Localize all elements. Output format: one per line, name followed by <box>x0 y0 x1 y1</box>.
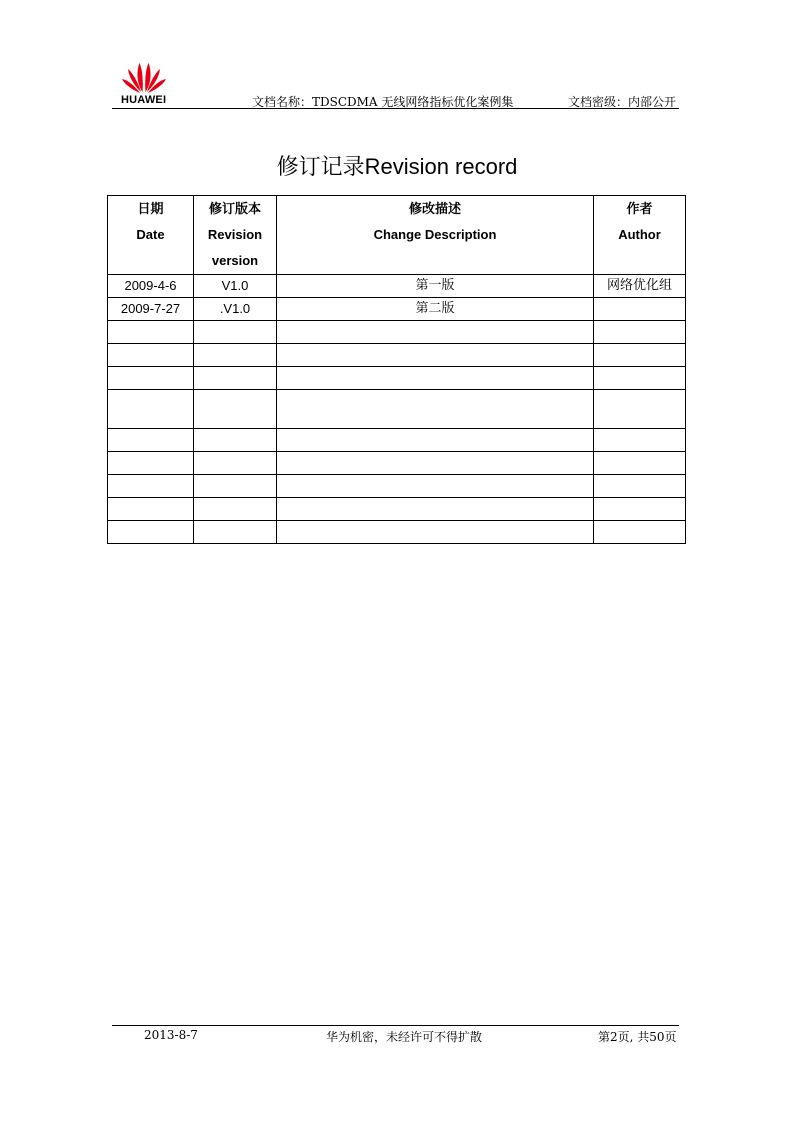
document-name: 文档名称：TDSCDMA 无线网络指标优化案例集 <box>252 95 514 109</box>
cell-version <box>194 367 277 390</box>
cell-author <box>594 475 686 498</box>
cell-description <box>277 344 594 367</box>
cell-date <box>108 475 194 498</box>
header-en: Change Description <box>373 227 497 242</box>
cell-date <box>108 390 194 429</box>
column-header-author <box>594 196 686 275</box>
footer-date: 2013-8-7 <box>144 1028 198 1042</box>
page-header <box>0 0 794 115</box>
cell-description <box>277 321 594 344</box>
header-cn: 作者 <box>626 201 653 216</box>
table-row <box>108 344 686 367</box>
column-header-description <box>277 196 594 275</box>
cell-version <box>194 321 277 344</box>
table-row <box>108 367 686 390</box>
table-row <box>108 390 686 429</box>
cell-version <box>194 390 277 429</box>
cell-author <box>594 429 686 452</box>
cell-date <box>108 429 194 452</box>
page-title: 修订记录Revision record <box>276 154 518 179</box>
table-row <box>108 298 686 321</box>
cell-version <box>194 429 277 452</box>
cell-author: 网络优化组 <box>594 275 686 298</box>
cell-version <box>194 475 277 498</box>
table-row <box>108 321 686 344</box>
cell-author <box>594 367 686 390</box>
cell-date <box>108 498 194 521</box>
cell-date <box>108 321 194 344</box>
cell-version <box>194 344 277 367</box>
cell-author <box>594 298 686 321</box>
cell-author <box>594 452 686 475</box>
cell-date <box>108 452 194 475</box>
header-cn: 修订版本 <box>208 201 261 216</box>
table-row <box>108 452 686 475</box>
cell-author <box>594 521 686 544</box>
table-header-row <box>108 196 686 275</box>
cell-author <box>594 344 686 367</box>
cell-description <box>277 429 594 452</box>
header-cn: 日期 <box>137 201 164 216</box>
cell-author <box>594 390 686 429</box>
cell-version: V1.0 <box>194 275 277 298</box>
revision-table <box>107 195 686 544</box>
cell-version <box>194 452 277 475</box>
cell-author <box>594 321 686 344</box>
cell-date <box>108 344 194 367</box>
cell-description <box>277 390 594 429</box>
security-level: 文档密级：内部公开 <box>568 95 677 109</box>
column-header-date <box>108 196 194 275</box>
cell-version <box>194 498 277 521</box>
cell-date <box>108 367 194 390</box>
cell-description: 第一版 <box>277 275 594 298</box>
cell-description: 第二版 <box>277 298 594 321</box>
cell-description <box>277 498 594 521</box>
cell-date: 2009-4-6 <box>108 275 194 298</box>
cell-description <box>277 521 594 544</box>
logo-text: HUAWEI <box>121 94 167 106</box>
footer-divider <box>112 1025 679 1026</box>
cell-version: .V1.0 <box>194 298 277 321</box>
table-row <box>108 429 686 452</box>
huawei-logo <box>116 58 176 108</box>
cell-author <box>594 498 686 521</box>
table-row <box>108 275 686 298</box>
header-en: Date <box>136 227 165 242</box>
table-row <box>108 475 686 498</box>
cell-description <box>277 452 594 475</box>
footer-confidentiality: 华为机密，未经许可不得扩散 <box>326 1030 483 1044</box>
column-header-version <box>194 196 277 275</box>
header-divider <box>112 108 679 109</box>
cell-description <box>277 367 594 390</box>
table-row <box>108 498 686 521</box>
header-en: Author <box>618 227 661 242</box>
cell-date <box>108 521 194 544</box>
cell-date: 2009-7-27 <box>108 298 194 321</box>
cell-description <box>277 475 594 498</box>
huawei-logo-icon <box>120 58 168 94</box>
cell-version <box>194 521 277 544</box>
footer-page-info: 第2页, 共50页 <box>598 1030 677 1044</box>
header-en: Revision version <box>207 227 263 268</box>
table-row <box>108 521 686 544</box>
header-cn: 修改描述 <box>408 201 461 216</box>
